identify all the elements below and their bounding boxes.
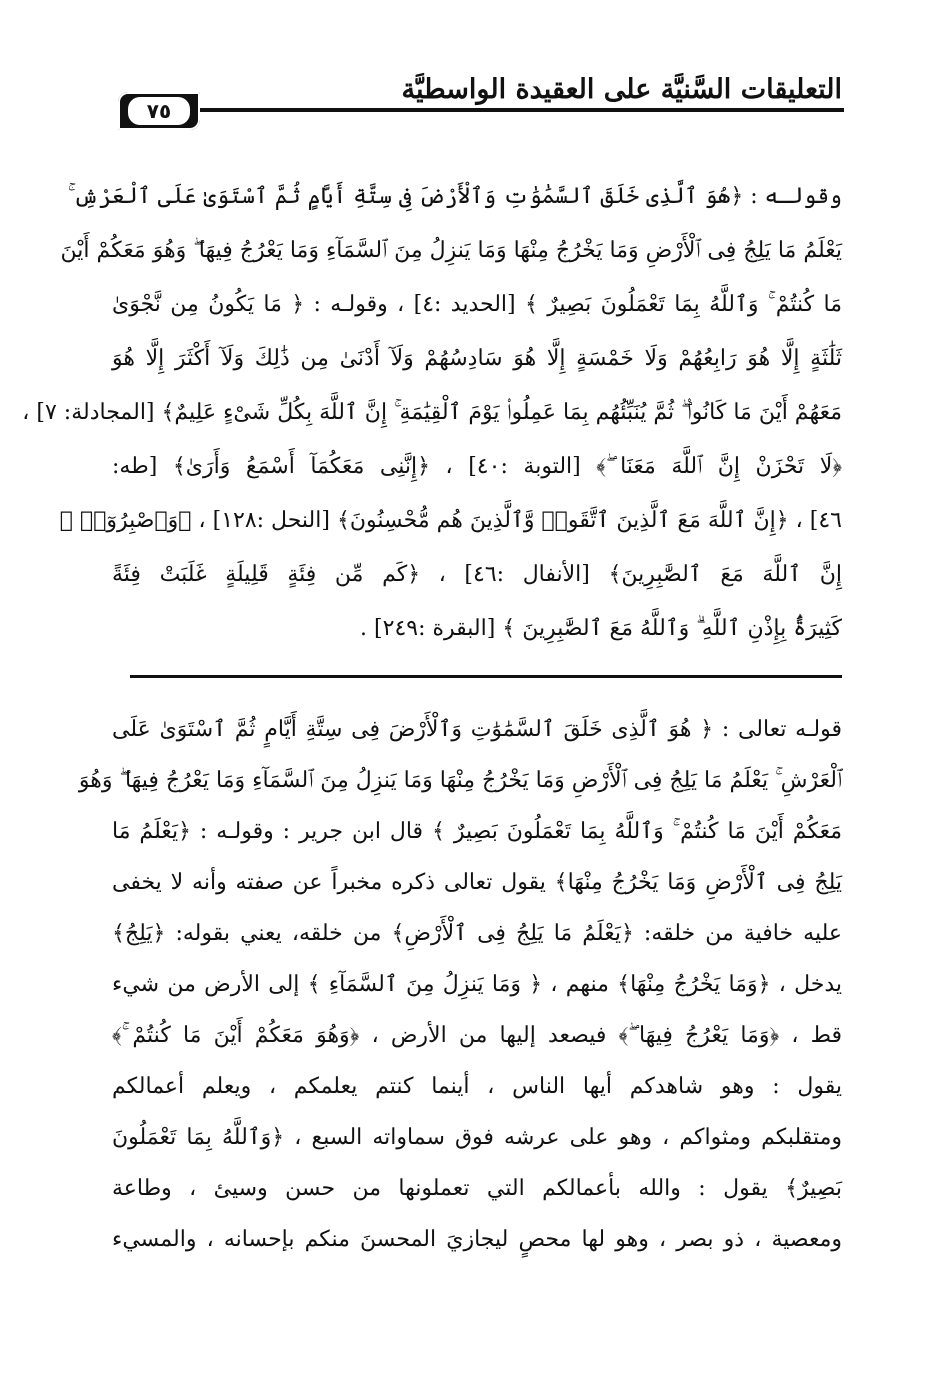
quote-line: كَثِيرَةًۢ بِإِذْنِ ٱللَّهِ ۗ وَٱللَّهُ مَعَ ٱلصَّٰبِرِينَ ﴾ [البقرة :٢٤٩] .	[360, 616, 842, 641]
quote-block	[22, 170, 842, 656]
quote-line: إِنَّ ٱللَّهَ مَعَ ٱلصَّٰبِرِينَ﴾ [الأنفال :٤٦] ، ﴿كَم مِّن فِئَةٍ قَلِيلَةٍ غَلَبَتْ فِئَةً	[112, 562, 842, 587]
quote-line: يَعْلَمُ مَا يَلِجُ فِى ٱلْأَرْضِ وَمَا يَخْرُجُ مِنْهَا وَمَا يَنزِلُ مِنَ ٱلسَّمَآءِ وَمَا يَعْرُجُ فِيهَا ۖ وَهُوَ مَعَكُمْ أَيْنَ	[60, 238, 842, 263]
quote-line: ثَلَٰثَةٍ إِلَّا هُوَ رَابِعُهُمْ وَلَا خَمْسَةٍ إِلَّا هُوَ سَادِسُهُمْ وَلَآ أَدْنَىٰ مِن ذَٰلِكَ وَلَآ أَكْثَرَ إِلَّا هُوَ	[112, 346, 842, 371]
quote-line: مَا كُنتُمْ ۚ وَٱللَّهُ بِمَا تَعْمَلُونَ بَصِيرٌ ﴾ [الحديد :٤] ، وقولـه : ﴿ مَا يَكُونُ مِن نَّجْوَىٰ	[112, 292, 842, 317]
commentary-line: بَصِيرٌ﴾ يقول : والله بأعمالكم التي تعملونها من حسن وسيئ ، وطاعة	[112, 1176, 842, 1201]
commentary-line: يدخل ، ﴿وَمَا يَخْرُجُ مِنْهَا﴾ منهم ، ﴿ وَمَا يَنزِلُ مِنَ ٱلسَّمَآءِ ﴾ إلى الأرض من شيء	[112, 972, 842, 997]
commentary-line: يقول : وهو شاهدكم أيها الناس ، أينما كنتم يعلمكم ، ويعلم أعمالكم	[112, 1074, 842, 1099]
page-number: ٧٥	[128, 97, 190, 125]
commentary-line: مَعَكُمْ أَيْنَ مَا كُنتُمْ ۚ وَٱللَّهُ بِمَا تَعْمَلُونَ بَصِيرٌ ﴾ قال ابن جرير : وقولـه : ﴿يَعْلَمُ مَا	[112, 819, 842, 844]
quote-line: وقولـه : ﴿هُوَ ٱلَّذِى خَلَقَ ٱلسَّمَٰوَٰتِ وَٱلْأَرْضَ فِى سِتَّةِ أَيَّامٍ ثُمَّ ٱسْتَوَىٰ عَلَى ٱلْعَرْشِ ۚ	[67, 184, 842, 209]
header-rule	[198, 108, 844, 112]
commentary-line: ومعصية ، ذو بصر ، وهو لها محصٍ ليجازيَ المحسنَ منكم بإحسانه ، والمسيء	[112, 1227, 842, 1252]
commentary-line: ومتقلبكم ومثواكم ، وهو على عرشه فوق سماواته السبع ، ﴿وَٱللَّهُ بِمَا تَعْمَلُونَ	[112, 1125, 842, 1150]
commentary-line: ٱلْعَرْشِ ۚ يَعْلَمُ مَا يَلِجُ فِى ٱلْأَرْضِ وَمَا يَخْرُجُ مِنْهَا وَمَا يَنزِلُ مِنَ ٱلسَّمَآءِ وَمَا يَعْرُجُ فِيهَا ۖ وَهُوَ	[78, 768, 842, 793]
page-number-badge	[118, 92, 200, 130]
quote-line: ﴿لَا تَحْزَنْ إِنَّ ٱللَّهَ مَعَنَا ۖ﴾ [التوبة :٤٠] ، ﴿إِنَّنِى مَعَكُمَآ أَسْمَعُ وَأَرَىٰ﴾ [طه:	[112, 454, 842, 479]
section-divider	[130, 675, 842, 678]
commentary-block	[78, 704, 842, 1265]
commentary-line: قولـه تعالى : ﴿ هُوَ ٱلَّذِى خَلَقَ ٱلسَّمَٰوَٰتِ وَٱلْأَرْضَ فِى سِتَّةِ أَيَّامٍ ثُمَّ ٱسْتَوَىٰ عَلَى	[112, 717, 842, 742]
commentary-line: عليه خافية من خلقه: ﴿يَعْلَمُ مَا يَلِجُ فِى ٱلْأَرْضِ﴾ من خلقه، يعني بقوله: ﴿يَلِجُ﴾	[112, 921, 842, 946]
running-header-title: التعليقات السَّنيَّة على العقيدة الواسطيَّة	[401, 74, 842, 105]
quote-line: ٤٦] ، ﴿إِنَّ ٱللَّهَ مَعَ ٱلَّذِينَ ٱتَّقَوا۟ وَّٱلَّذِينَ هُم مُّحْسِنُونَ﴾ [النحل :١٢٨] ، ﴿وَٱصْبِرُوٓا۟ ۚ	[59, 508, 842, 533]
quote-line: مَعَهُمْ أَيْنَ مَا كَانُوا۟ ۖ ثُمَّ يُنَبِّئُهُم بِمَا عَمِلُوا۟ يَوْمَ ٱلْقِيَٰمَةِ ۚ إِنَّ ٱللَّهَ بِكُلِّ شَىْءٍ عَلِيمٌ﴾ [المجادلة: ٧] ،	[22, 400, 842, 425]
commentary-line: قط ، ﴿وَمَا يَعْرُجُ فِيهَا ۖ﴾ فيصعد إليها من الأرض ، ﴿وَهُوَ مَعَكُمْ أَيْنَ مَا كُنتُمْ ۚ﴾	[112, 1023, 842, 1048]
commentary-line: يَلِجُ فِى ٱلْأَرْضِ وَمَا يَخْرُجُ مِنْهَا﴾ يقول تعالى ذكره مخبراً عن صفته وأنه لا يخفى	[112, 870, 842, 895]
